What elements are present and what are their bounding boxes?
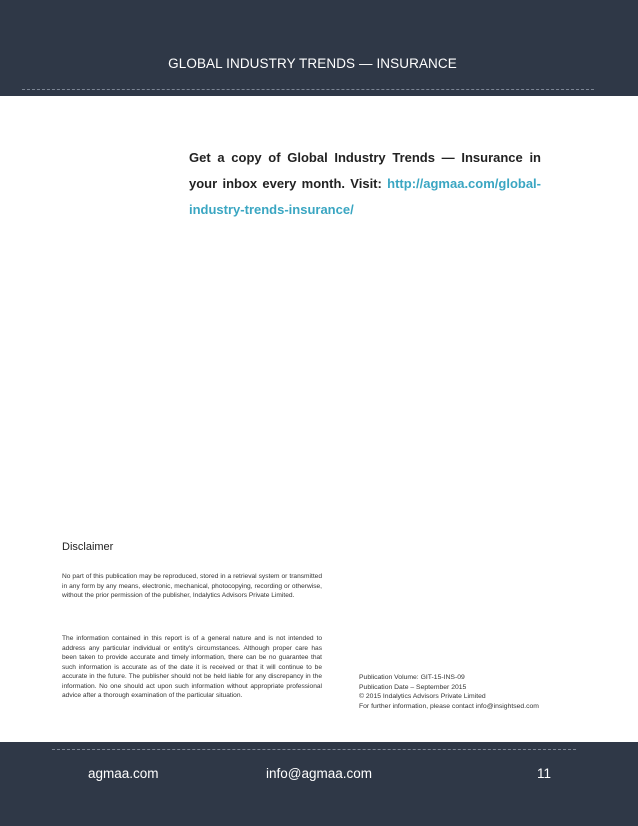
subscription-link[interactable]: http://agmaa.com/global-industry-trends-insurance/: [189, 176, 541, 217]
header-divider: [22, 89, 594, 90]
footer-email-link[interactable]: info@agmaa.com: [266, 766, 373, 781]
callout-text: Get a copy of Global Industry Trends — Insurance in your inbox every month. Visit:: [189, 150, 541, 191]
disclaimer-paragraph: No part of this publication may be reproduced, stored in a retrieval system or transmitted in any form by any means, electronic, mechanical, photocopying, recording or otherwise, without the prior permission of the publisher, Indalytics Advisors Private Limited.: [62, 573, 322, 599]
disclaimer-paragraph: The information contained in this report is of a general nature and is not intended to address any particular individual or entity's circumstances. Although proper care has been taken to provide accurate and timely information, there can be no guarantee that such information is accurate as of the date it is received or that it will continue to be accurate in the future. The publisher should not be held liable for any discrepancy in the information. No one should act upon such information without appropriate professional advice after a thorough examination of the particular situation.: [62, 635, 322, 699]
page-header: [0, 0, 638, 96]
publication-date: Publication Date – September 2015: [359, 683, 467, 691]
subscription-callout: [189, 145, 541, 223]
header-title: GLOBAL INDUSTRY TRENDS — INSURANCE: [168, 56, 457, 71]
contact-info: For further information, please contact info@insightsed.com: [359, 702, 539, 710]
page-number: 11: [537, 766, 552, 781]
page-footer: [0, 742, 638, 826]
footer-divider: [52, 749, 576, 750]
copyright-notice: © 2015 Indalytics Advisors Private Limited: [359, 693, 486, 700]
publication-info: [359, 673, 589, 711]
footer-website-link[interactable]: agmaa.com: [88, 766, 159, 781]
disclaimer-heading: Disclaimer: [62, 541, 114, 553]
publication-volume: Publication Volume: GIT-15-INS-09: [359, 674, 465, 681]
